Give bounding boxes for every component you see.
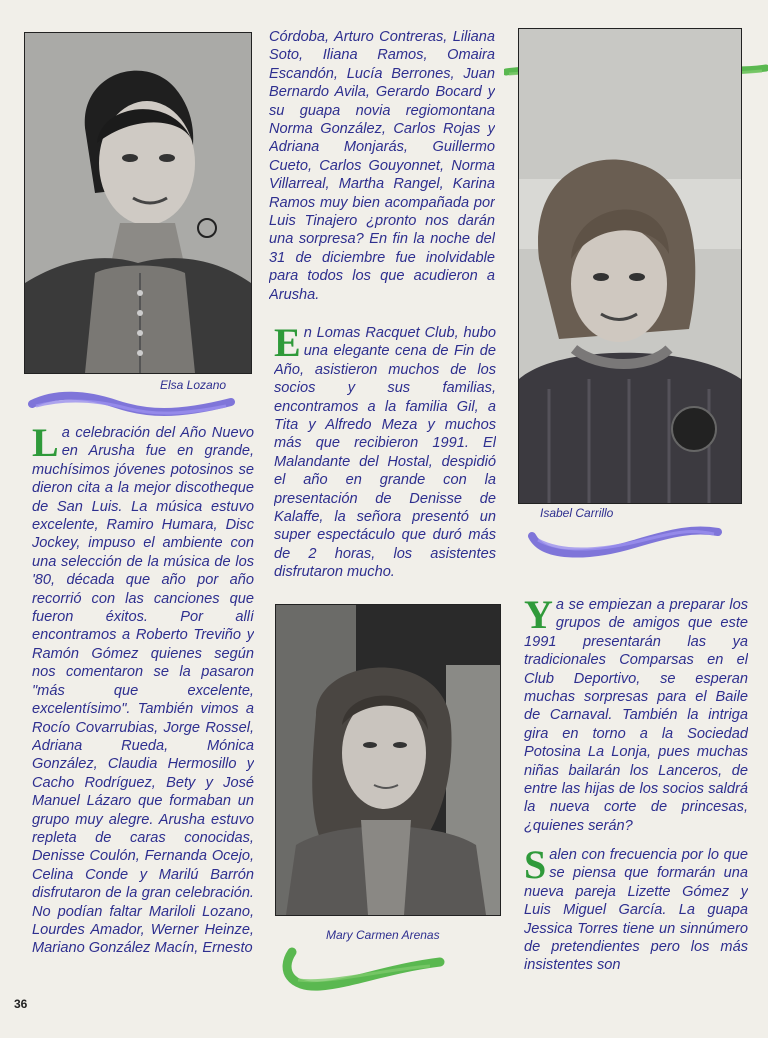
portrait-image bbox=[25, 33, 251, 373]
article-column-2-mid bbox=[274, 324, 496, 594]
article-column-2-top bbox=[269, 28, 495, 320]
purple-squiggle-2 bbox=[524, 510, 724, 566]
page-number: 36 bbox=[14, 997, 28, 1011]
col3-b-text: alen con frecuencia por lo que se piensa que formarán una nueva pareja Lizette Gómez y Luis Miguel García. La guapa Jessica Torres tiene un sinnúmero de pretendientes pero los más insistentes son bbox=[524, 847, 748, 974]
caption-elsa-lozano: Elsa Lozano bbox=[160, 378, 227, 392]
dropcap-y: Y bbox=[524, 596, 553, 637]
article-column-3-a bbox=[524, 596, 748, 846]
article-column-1 bbox=[32, 424, 254, 994]
photo-mary-carmen-arenas bbox=[275, 604, 501, 916]
caption-mary-carmen-arenas: Mary Carmen Arenas bbox=[326, 928, 440, 942]
col2-mid-text: n Lomas Racquet Club, hubo una elegante cena de Fin de Año, asistieron muchos de los socios y sus familias, encontramos a la familia Gil, a Tita y Alfredo Meza y muchos más que recibieron 1991. El Malandante del Hostal, despidió el año en grande con la presentación de Denisse de Kalaffe, la señora presentó un super espectáculo que duró más de 2 horas, los asistentes disfrutaron mucho. bbox=[274, 325, 496, 581]
photo-elsa-lozano bbox=[24, 32, 252, 374]
dropcap-l: L bbox=[32, 424, 59, 465]
col3-a-text: a se empiezan a preparar los grupos de amigos que este 1991 presentarán las ya tradicionales Comparsas en el Club Deportivo, se esperan muchas sorpresas para el Baile de Carnaval. También la intriga gira en torno a la Sociedad Potosina La Lonja, pues muchas niñas bailarán los Lanceros, de entre las hijas de los socios saldrá la nueva corte de princesas, ¿quienes serán? bbox=[524, 597, 748, 834]
article-column-3-b bbox=[524, 846, 748, 990]
caption-isabel-carrillo: Isabel Carrillo bbox=[540, 506, 614, 520]
purple-squiggle-1 bbox=[26, 388, 242, 422]
portrait-image bbox=[276, 605, 500, 915]
green-squiggle bbox=[280, 940, 450, 996]
portrait-image bbox=[519, 29, 741, 503]
col1-text: a celebración del Año Nuevo en Arusha fue en grande, muchísimos jóvenes potosinos se dieron cita a la mejor discotheque de San Luis. La música estuvo excelente, Ramiro Humara, Disc Jockey, impuso el ambiente con una selección de la música de los '80, década que año por año recorrió con las canciones que fueron éxitos. Por allí encontramos a Roberto Treviño y Ramón Gómez quienes según nos comentaron se la pasaron "más que excelente, excelentísimo". También vimos a Rocío Covarrubias, Jorge Rossel, Adriana Rueda, Mónica González, Claudia Hermosillo y Cacho Rodríguez, Bety y José Manuel Lázaro que formaban un grupo muy alegre. Arusha estuvo repleta de caras conocidas, Denisse Coulón, Fernanda Ocejo, Celina Conde y Marilú Barrón disfrutaron de la gran celebración. No podían faltar Mariloli Lozano, Lourdes Amador, Werner Heinze, Mariano González Macín, Ernesto bbox=[32, 425, 254, 957]
photo-isabel-carrillo bbox=[518, 28, 742, 504]
dropcap-s: S bbox=[524, 846, 547, 887]
col2-top-text: Córdoba, Arturo Contreras, Liliana Soto, Iliana Ramos, Omaira Escandón, Lucía Berrones, Juan Bernardo Avila, Gerardo Bocard y su guapa novia regiomontana Norma González, Carlos Rojas y Adriana Monjarás, Guillermo Cueto, Carlos Gouyonnet, Norma Villarreal, Martha Rangel, Karina Ramos muy bien acompañada por Luis Tinajero ¿pronto nos darán una sorpresa? En fin la noche del 31 de diciembre fue inolvidable para todos los que acudieron a Arusha. bbox=[269, 29, 495, 303]
dropcap-e: E bbox=[274, 324, 301, 365]
